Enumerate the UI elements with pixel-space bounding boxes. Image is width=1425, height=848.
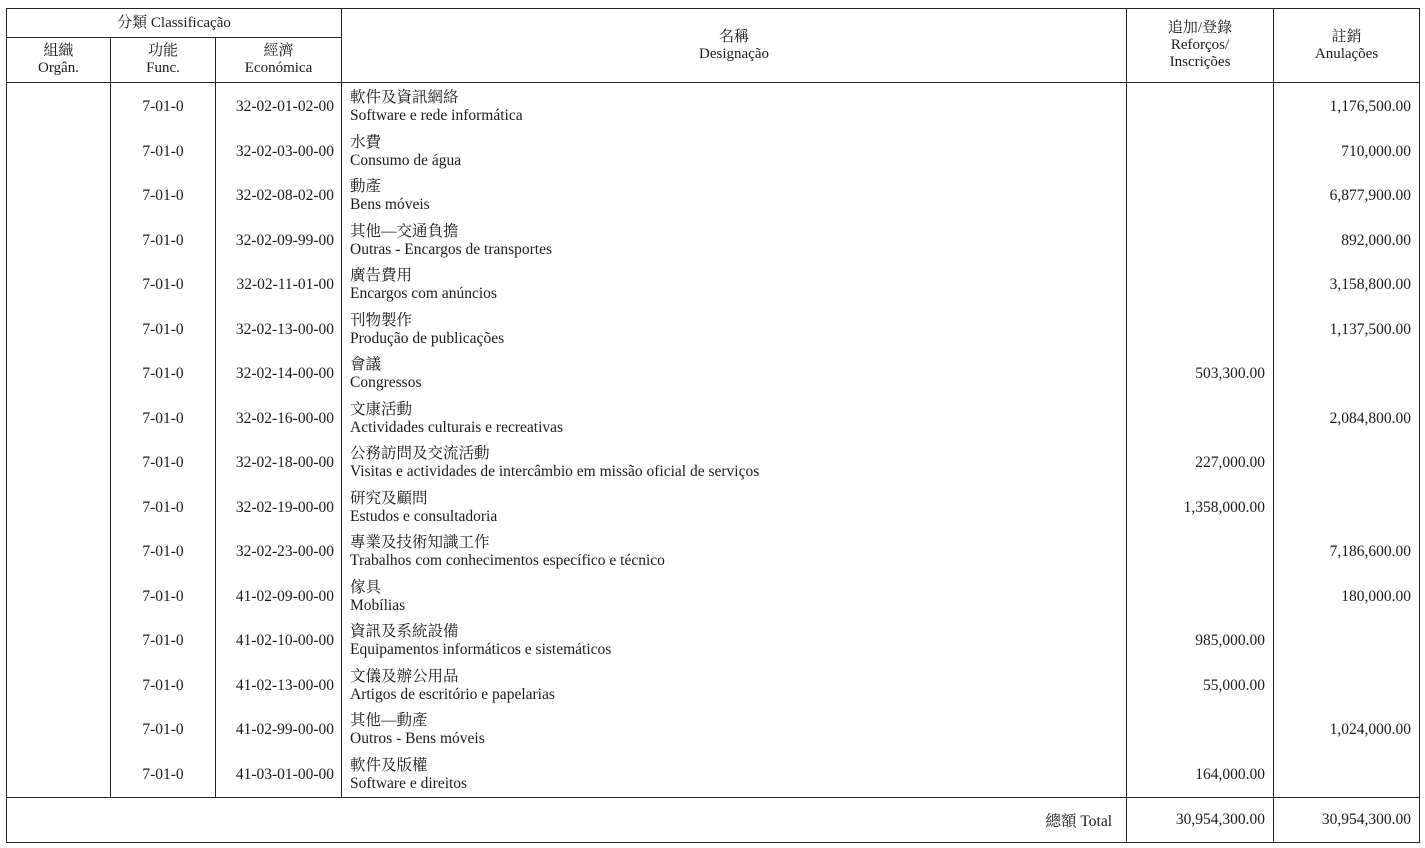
designation-pt: Equipamentos informáticos e sistemáticos — [350, 641, 612, 659]
cell-designation — [342, 708, 1127, 753]
table-row — [7, 664, 1420, 709]
cell-reforcos — [1127, 83, 1274, 130]
cell-anulacoes: 892,000.00 — [1274, 219, 1420, 264]
cell-economica: 41-02-13-00-00 — [216, 664, 342, 709]
cell-economica: 32-02-09-99-00 — [216, 219, 342, 264]
cell-anulacoes — [1274, 352, 1420, 397]
designation-pt: Actividades culturais e recreativas — [350, 418, 564, 436]
cell-reforcos: 503,300.00 — [1127, 352, 1274, 397]
cell-economica: 41-02-99-00-00 — [216, 708, 342, 753]
cell-anulacoes: 710,000.00 — [1274, 130, 1420, 175]
cell-designation — [342, 753, 1127, 798]
table-row — [7, 708, 1420, 753]
cell-designation — [342, 83, 1127, 130]
cell-economica: 32-02-11-01-00 — [216, 263, 342, 308]
cell-designation — [342, 486, 1127, 531]
cell-reforcos: 227,000.00 — [1127, 441, 1274, 486]
designation-pt: Visitas e actividades de intercâmbio em missão oficial de serviços — [350, 463, 760, 481]
table-row — [7, 753, 1420, 798]
cell-economica: 32-02-16-00-00 — [216, 397, 342, 442]
cell-economica: 41-03-01-00-00 — [216, 753, 342, 798]
cell-funcional: 7-01-0 — [111, 130, 216, 175]
cell-organica — [7, 397, 111, 442]
table-row — [7, 263, 1420, 308]
designation-pt: Outros - Bens móveis — [350, 730, 485, 748]
designation-zh: 文康活動 — [350, 400, 413, 418]
designation-pt: Trabalhos com conhecimentos específico e técnico — [350, 552, 665, 570]
designation-zh: 其他—交通負擔 — [350, 222, 459, 240]
cell-organica — [7, 486, 111, 531]
cell-organica — [7, 83, 111, 130]
cell-anulacoes — [1274, 441, 1420, 486]
cell-funcional: 7-01-0 — [111, 619, 216, 664]
total-anulacoes: 30,954,300.00 — [1274, 798, 1420, 843]
header-classification: 分類 Classificação — [7, 9, 342, 38]
cell-reforcos: 1,358,000.00 — [1127, 486, 1274, 531]
cell-economica: 41-02-10-00-00 — [216, 619, 342, 664]
cell-funcional: 7-01-0 — [111, 753, 216, 798]
designation-zh: 動產 — [350, 178, 382, 196]
header-reforcos — [1127, 9, 1274, 83]
cell-funcional: 7-01-0 — [111, 352, 216, 397]
cell-economica: 32-02-23-00-00 — [216, 530, 342, 575]
cell-anulacoes: 3,158,800.00 — [1274, 263, 1420, 308]
cell-economica: 32-02-13-00-00 — [216, 308, 342, 353]
cell-designation — [342, 263, 1127, 308]
cell-designation — [342, 219, 1127, 264]
cell-anulacoes — [1274, 486, 1420, 531]
header-organica-pt: Orgân. — [38, 60, 79, 76]
header-funcional — [111, 38, 216, 83]
header-reforcos-zh: 追加/登錄 — [1167, 20, 1233, 36]
cell-funcional: 7-01-0 — [111, 575, 216, 620]
cell-economica: 41-02-09-00-00 — [216, 575, 342, 620]
cell-funcional: 7-01-0 — [111, 486, 216, 531]
cell-funcional: 7-01-0 — [111, 441, 216, 486]
cell-anulacoes: 2,084,800.00 — [1274, 397, 1420, 442]
header-reforcos-pt2: Inscrições — [1169, 54, 1231, 70]
header-organica — [7, 38, 111, 83]
designation-zh: 軟件及資訊網絡 — [350, 89, 459, 107]
cell-economica: 32-02-03-00-00 — [216, 130, 342, 175]
designation-pt: Estudos e consultadoria — [350, 507, 498, 525]
cell-reforcos — [1127, 308, 1274, 353]
cell-designation — [342, 530, 1127, 575]
cell-funcional: 7-01-0 — [111, 263, 216, 308]
table-row — [7, 219, 1420, 264]
header-reforcos-pt1: Reforços/ — [1170, 37, 1230, 53]
designation-zh: 廣告費用 — [350, 267, 413, 285]
total-reforcos: 30,954,300.00 — [1127, 798, 1274, 843]
cell-funcional: 7-01-0 — [111, 219, 216, 264]
cell-organica — [7, 352, 111, 397]
cell-funcional: 7-01-0 — [111, 308, 216, 353]
cell-anulacoes: 1,176,500.00 — [1274, 83, 1420, 130]
cell-reforcos — [1127, 708, 1274, 753]
cell-reforcos — [1127, 174, 1274, 219]
cell-economica: 32-02-14-00-00 — [216, 352, 342, 397]
header-economica-zh: 經濟 — [263, 43, 294, 59]
cell-organica — [7, 708, 111, 753]
cell-organica — [7, 530, 111, 575]
table-row — [7, 575, 1420, 620]
cell-anulacoes: 1,024,000.00 — [1274, 708, 1420, 753]
header-economica — [216, 38, 342, 83]
cell-funcional: 7-01-0 — [111, 174, 216, 219]
cell-reforcos — [1127, 397, 1274, 442]
cell-reforcos — [1127, 530, 1274, 575]
cell-anulacoes: 1,137,500.00 — [1274, 308, 1420, 353]
cell-anulacoes — [1274, 753, 1420, 798]
cell-reforcos: 985,000.00 — [1127, 619, 1274, 664]
designation-pt: Mobílias — [350, 596, 406, 614]
table-row — [7, 174, 1420, 219]
header-funcional-zh: 功能 — [147, 43, 178, 59]
cell-economica: 32-02-18-00-00 — [216, 441, 342, 486]
header-anulacoes-zh: 註銷 — [1331, 28, 1362, 45]
designation-pt: Bens móveis — [350, 196, 430, 214]
cell-designation — [342, 619, 1127, 664]
designation-pt: Software e rede informática — [350, 107, 523, 125]
table-row — [7, 130, 1420, 175]
header-organica-zh: 組織 — [43, 43, 74, 59]
cell-organica — [7, 219, 111, 264]
designation-pt: Consumo de água — [350, 151, 462, 169]
designation-zh: 刊物製作 — [350, 311, 413, 329]
cell-organica — [7, 619, 111, 664]
table-row — [7, 530, 1420, 575]
header-economica-pt: Económica — [244, 60, 313, 76]
cell-anulacoes — [1274, 619, 1420, 664]
cell-organica — [7, 753, 111, 798]
cell-reforcos: 55,000.00 — [1127, 664, 1274, 709]
cell-organica — [7, 263, 111, 308]
cell-anulacoes: 180,000.00 — [1274, 575, 1420, 620]
cell-organica — [7, 575, 111, 620]
designation-zh: 水費 — [350, 133, 382, 151]
cell-designation — [342, 308, 1127, 353]
table-row — [7, 619, 1420, 664]
cell-designation — [342, 397, 1127, 442]
header-anulacoes — [1274, 9, 1420, 83]
table-body — [7, 83, 1420, 798]
designation-pt: Outras - Encargos de transportes — [350, 240, 553, 258]
cell-economica: 32-02-01-02-00 — [216, 83, 342, 130]
header-funcional-pt: Func. — [146, 60, 180, 76]
cell-economica: 32-02-19-00-00 — [216, 486, 342, 531]
table-row — [7, 441, 1420, 486]
cell-organica — [7, 174, 111, 219]
designation-pt: Congressos — [350, 374, 422, 392]
cell-designation — [342, 441, 1127, 486]
cell-designation — [342, 575, 1127, 620]
designation-zh: 文儀及辦公用品 — [350, 667, 459, 685]
header-designation-zh: 名稱 — [719, 28, 750, 45]
header-anulacoes-pt: Anulações — [1314, 45, 1379, 62]
cell-designation — [342, 664, 1127, 709]
designation-zh: 軟件及版權 — [350, 756, 428, 774]
designation-zh: 專業及技術知識工作 — [350, 534, 490, 552]
designation-pt: Artigos de escritório e papelarias — [350, 685, 555, 703]
cell-organica — [7, 130, 111, 175]
cell-funcional: 7-01-0 — [111, 530, 216, 575]
table-row — [7, 397, 1420, 442]
cell-reforcos — [1127, 263, 1274, 308]
designation-pt: Encargos com anúncios — [350, 285, 497, 303]
budget-table — [6, 8, 1420, 843]
total-label: 總額 Total — [7, 798, 1127, 843]
cell-organica — [7, 441, 111, 486]
table-row — [7, 352, 1420, 397]
cell-designation — [342, 352, 1127, 397]
cell-funcional: 7-01-0 — [111, 397, 216, 442]
cell-reforcos — [1127, 219, 1274, 264]
total-row — [7, 798, 1420, 843]
designation-pt: Software e direitos — [350, 774, 468, 792]
cell-anulacoes: 7,186,600.00 — [1274, 530, 1420, 575]
cell-designation — [342, 174, 1127, 219]
cell-economica: 32-02-08-02-00 — [216, 174, 342, 219]
designation-zh: 資訊及系統設備 — [350, 623, 459, 641]
designation-zh: 傢具 — [350, 578, 382, 596]
table-row — [7, 83, 1420, 130]
cell-reforcos — [1127, 575, 1274, 620]
cell-organica — [7, 664, 111, 709]
cell-designation — [342, 130, 1127, 175]
cell-reforcos: 164,000.00 — [1127, 753, 1274, 798]
table-row — [7, 486, 1420, 531]
cell-anulacoes — [1274, 664, 1420, 709]
cell-funcional: 7-01-0 — [111, 83, 216, 130]
designation-pt: Produção de publicações — [350, 329, 505, 347]
designation-zh: 會議 — [350, 356, 382, 374]
header-designation — [342, 9, 1127, 83]
cell-funcional: 7-01-0 — [111, 664, 216, 709]
header-designation-pt: Designação — [699, 45, 769, 62]
designation-zh: 其他—動產 — [350, 712, 428, 730]
table-row — [7, 308, 1420, 353]
designation-zh: 公務訪問及交流活動 — [350, 445, 490, 463]
cell-organica — [7, 308, 111, 353]
cell-reforcos — [1127, 130, 1274, 175]
cell-funcional: 7-01-0 — [111, 708, 216, 753]
designation-zh: 研究及顧問 — [350, 489, 428, 507]
cell-anulacoes: 6,877,900.00 — [1274, 174, 1420, 219]
